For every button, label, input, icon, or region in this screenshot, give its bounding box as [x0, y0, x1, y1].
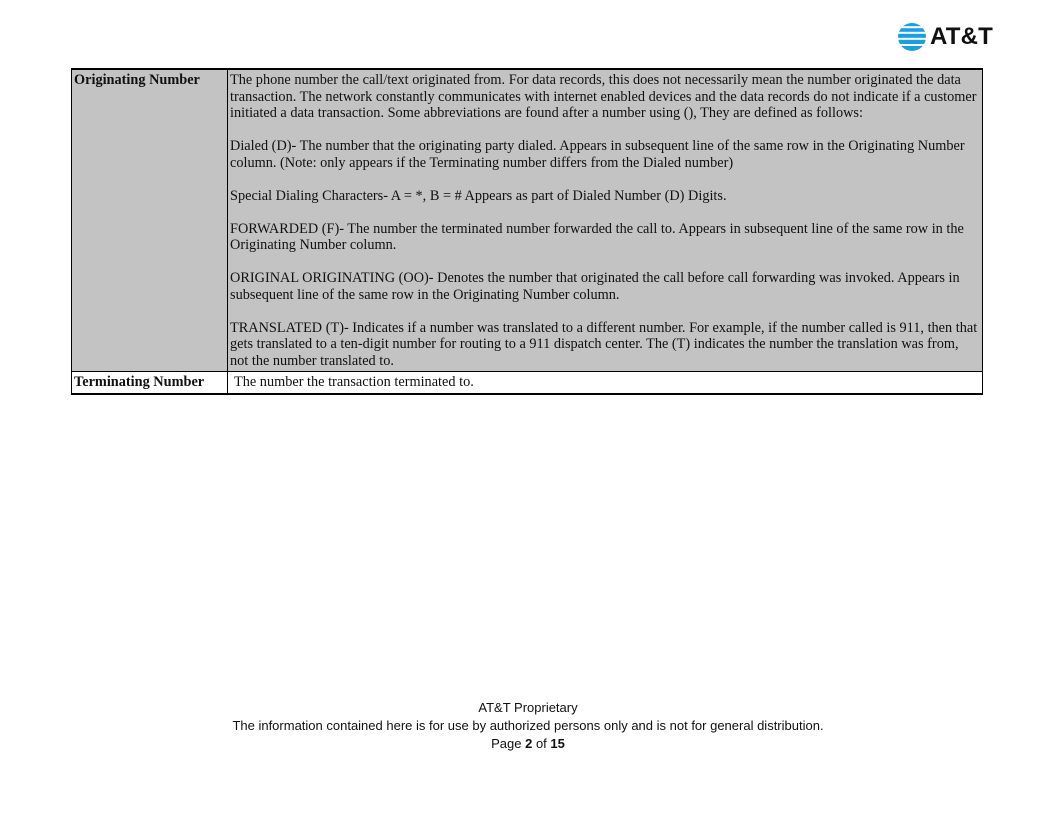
table-row	[72, 372, 983, 394]
footer-proprietary: AT&T Proprietary	[478, 700, 578, 715]
att-globe-icon	[897, 22, 927, 52]
att-logo	[897, 22, 993, 52]
footer-notice: The information contained here is for use by authorized persons only and is not for general distribution.	[232, 718, 824, 733]
page-prefix: Page	[491, 736, 522, 751]
logo-wordmark: AT&T	[930, 23, 994, 50]
definition-paragraph: ORIGINAL ORIGINATING (OO)- Denotes the number that originated the call before call forwarding was invoked. Appears in subsequent line of the same row in the Originating Number column.	[230, 270, 960, 303]
table-row	[72, 69, 983, 372]
definition-terminating-number	[228, 372, 983, 394]
page-total: 15	[550, 736, 565, 751]
definition-originating-number	[228, 69, 983, 372]
definition-paragraph: The phone number the call/text originated from. For data records, this does not necessarily mean the number originated the data transaction. The network constantly communicates with internet enabled devices and the data records do not indicate if a customer initiated a data transaction. Some abbreviations are found after a number using (), They are defined as follows:	[230, 72, 977, 121]
definition-paragraph: FORWARDED (F)- The number the terminated number forwarded the call to. Appears in subsequent line of the same row in the Originating Number column.	[230, 220, 964, 253]
page-number	[0, 735, 1056, 753]
term-terminating-number: Terminating Number	[72, 372, 228, 394]
definition-paragraph: Special Dialing Characters- A = *, B = # Appears as part of Dialed Number (D) Digits.	[230, 187, 727, 204]
page-footer	[0, 699, 1056, 753]
definition-paragraph: The number the transaction terminated to.	[234, 374, 474, 390]
page-sep: of	[535, 736, 547, 751]
term-originating-number: Originating Number	[72, 69, 228, 372]
definition-paragraph: Dialed (D)- The number that the originating party dialed. Appears in subsequent line of the same row in the Originating Number column. (Note: only appears if the Terminating number differs from the Dialed number)	[230, 138, 965, 171]
page-current: 2	[525, 736, 533, 751]
definition-paragraph: TRANSLATED (T)- Indicates if a number was translated to a different number. For example, if the number called is 911, then that gets translated to a ten-digit number for routing to a 911 dispatch center. The (T) indicates the number the translation was from, not the number translated to.	[230, 319, 978, 369]
definitions-table	[71, 68, 983, 395]
